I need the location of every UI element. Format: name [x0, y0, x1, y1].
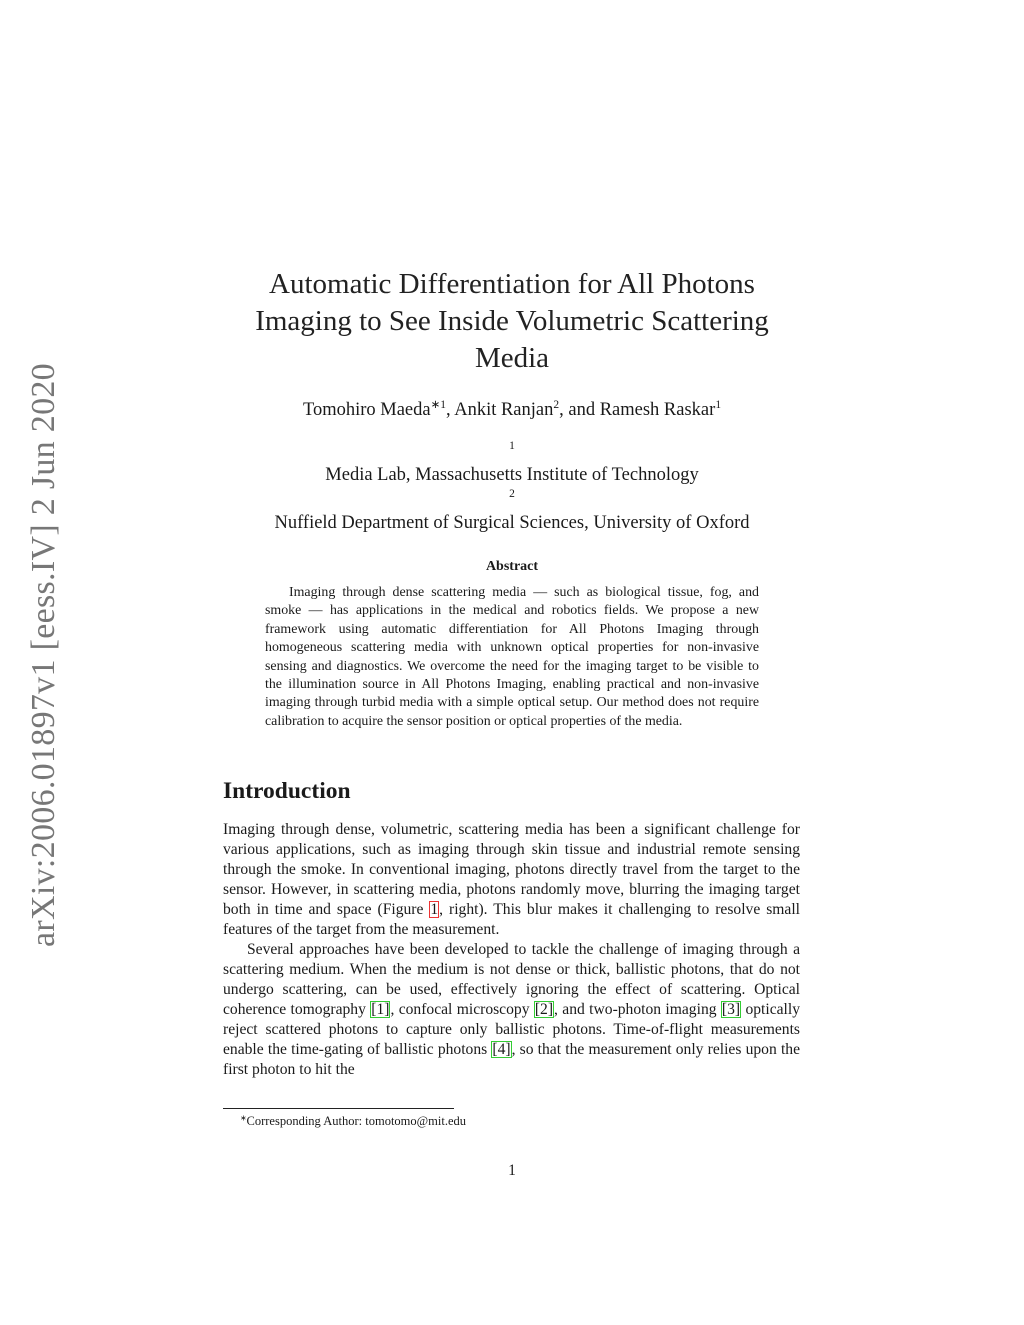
- paragraph-text: , confocal microscopy: [390, 1001, 534, 1018]
- author-marker-2: 2: [553, 399, 560, 412]
- citation-link[interactable]: [1]: [371, 1001, 390, 1018]
- section-heading-introduction: Introduction: [223, 778, 351, 804]
- author-name-1: Tomohiro Maeda: [302, 400, 431, 420]
- author-separator: ,: [445, 400, 455, 420]
- citation-link[interactable]: [4]: [492, 1041, 511, 1058]
- affiliation-marker: 2: [509, 488, 515, 501]
- affiliation-2: [200, 487, 824, 535]
- citation-link[interactable]: [2]: [534, 1001, 554, 1018]
- title-line-2: Imaging to See Inside Volumetric Scattering: [255, 305, 769, 337]
- affiliation-marker: 1: [509, 440, 515, 453]
- footnote: [240, 1113, 800, 1129]
- author-name-3: Ramesh Raskar: [599, 400, 716, 420]
- author-name-2: Ankit Ranjan: [454, 400, 554, 420]
- affiliation-text: Nuffield Department of Surgical Sciences, University of Oxford: [274, 513, 750, 533]
- arxiv-identifier-stamp: arXiv:2006.01897v1 [eess.IV] 2 Jun 2020: [25, 363, 62, 947]
- author-marker-1: ∗1: [430, 399, 446, 412]
- paragraph-text: , and two-photon imaging: [554, 1001, 721, 1018]
- figure-link[interactable]: 1: [430, 901, 439, 918]
- paragraph-text: , so that the measurement only relies upon the first photon to hit the: [223, 1041, 800, 1078]
- title-line-3: Media: [474, 342, 550, 374]
- footnote-text: Corresponding Author: tomotomo@mit.edu: [246, 1114, 466, 1128]
- paragraph-text: , right). This blur makes it challenging to resolve small features of the target from the measurement.: [223, 901, 800, 938]
- abstract-heading: Abstract: [485, 559, 539, 574]
- footnote-divider: [223, 1108, 454, 1109]
- introduction-body: [223, 820, 800, 1080]
- paragraph: [223, 940, 800, 1080]
- author-marker-3: 1: [715, 399, 722, 412]
- paper-title: [200, 266, 824, 377]
- paragraph: [223, 820, 800, 940]
- citation-link[interactable]: [3]: [721, 1001, 741, 1018]
- affiliation-1: [200, 439, 824, 487]
- affiliation-list: [200, 439, 824, 535]
- affiliation-text: Media Lab, Massachusetts Institute of Technology: [325, 465, 699, 485]
- title-line-1: Automatic Differentiation for All Photons: [269, 268, 755, 300]
- paragraph-text: Imaging through dense, volumetric, scattering media has been a significant challenge for various applications, such as imaging through skin tissue and industrial remote sensing through the smoke. In conventional imaging, photons directly travel from the target to the sensor. However, in scattering media, photons randomly move, blurring the imaging target both in time and space (Figure: [223, 821, 800, 918]
- author-list: [200, 398, 824, 422]
- page-number: 1: [508, 1162, 516, 1179]
- footnote-marker: ∗: [240, 1113, 247, 1123]
- paragraph-text: Several approaches have been developed to tackle the challenge of imaging through a scattering medium. When the medium is not dense or thick, ballistic photons, that do not undergo scattering, can be used, effectively ignoring the effect of scattering. Optical coherence tomography: [223, 941, 800, 1018]
- paragraph-text: optically reject scattered photons to capture only ballistic photons. Time-of-flight measurements enable the time-gating of ballistic photons: [223, 1001, 801, 1058]
- author-separator: , and: [559, 400, 600, 420]
- abstract-text: Imaging through dense scattering media — such as biological tissue, fog, and smoke — has applications in the medical and robotics fields. We propose a new framework using automatic differentiation for All Photons Imaging through homogeneous scattering media with unknown optical properties for non-invasive sensing and diagnostics. We overcome the need for the imaging target to be visible to the illumination source in All Photons Imaging, enabling practical and non-invasive imaging through turbid media with a simple optical setup. Our method does not require calibration to acquire the sensor position or optical properties of the media.: [265, 585, 759, 729]
